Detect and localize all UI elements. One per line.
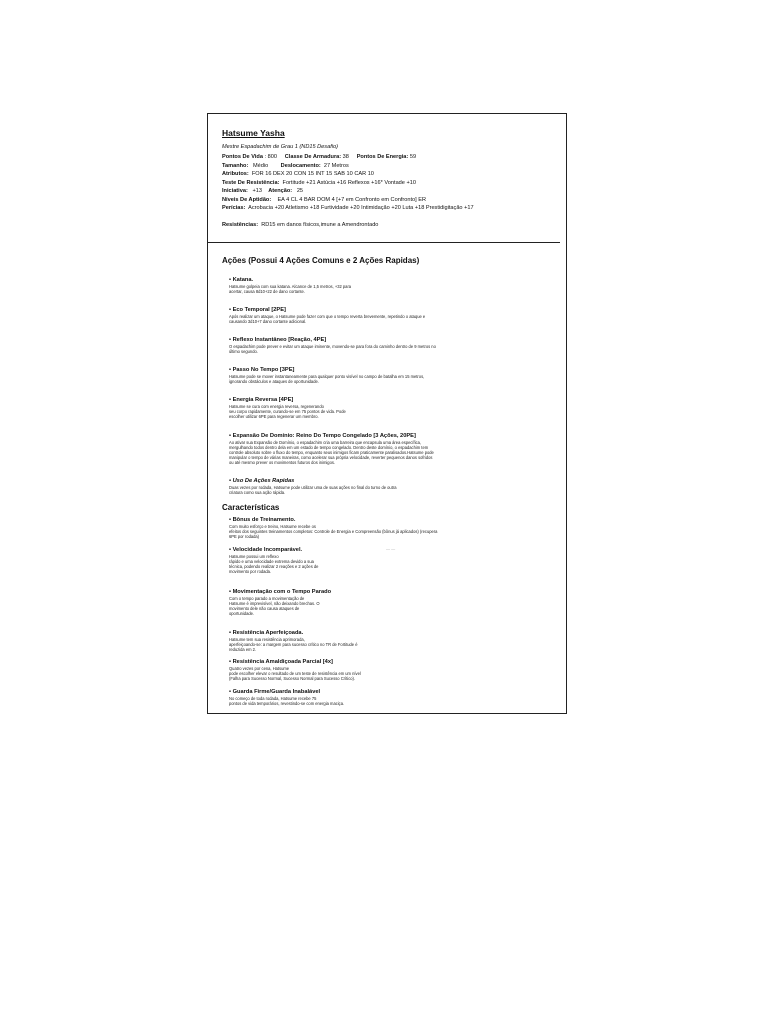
attr-value: FOR 16 DEX 20 CON 15 INT 15 SAB 10 CAR 10 [251, 171, 374, 177]
feature-title: • Bônus de Treinamento. [229, 517, 296, 523]
skills-label: Perícias: [222, 205, 246, 211]
res-label: Resistências: [222, 221, 259, 228]
pe-label: Pontos De Energia: [356, 154, 409, 160]
feature-description: Hatsume tem sua resistência aprimorada, aperfeiçoando-se: a margem para sucesso crítico no TR de Fortitude é reduzida em 2. [229, 637, 358, 652]
size-value: Médio [252, 162, 269, 169]
actions-heading: Ações (Possui 4 Ações Comuns e 2 Ações Rapidas) [222, 256, 420, 265]
stat-line-size [222, 162, 556, 171]
skills-value: Acrobacia +20 Atletismo +18 Furtividade +20 Intimidação +20 Luta +18 Prestidigitação +17 [248, 205, 474, 211]
action-item [229, 367, 554, 385]
stat-line-initiative [222, 187, 556, 196]
ca-value: 38 [342, 154, 349, 160]
move-value: 27 Metros [323, 162, 349, 169]
stat-line-vitals [222, 153, 556, 162]
pv-label: Pontos De Vida [222, 154, 263, 160]
action-item [229, 433, 554, 466]
creature-name: Hatsume Yasha [222, 128, 285, 138]
action-item [229, 397, 554, 420]
feature-item [229, 630, 554, 653]
feature-item [229, 659, 554, 682]
ca-label: Classe De Armadura: [284, 154, 342, 160]
stat-line-attributes [222, 170, 556, 179]
pv-value: : 800 [264, 154, 277, 160]
feature-title: • Resistência Aperfeiçoada. [229, 630, 304, 636]
save-value: Fortitude +21 Astúcia +16 Reflexos +16* Vontade +10 [282, 179, 416, 186]
action-title: • Expansão De Domínio: Reino Do Tempo Congelado [3 Ações, 20PE] [229, 433, 416, 439]
action-item [229, 277, 554, 295]
stat-line-skills [222, 204, 556, 213]
action-title: • Uso De Ações Rapidas [229, 478, 295, 484]
attr-label: Atributos: [222, 171, 249, 177]
action-title: • Katana. [229, 277, 254, 283]
action-description: Hatsume golpeia com sua katana. Alcance de 1,5 metros, +32 para acertar, causa 8d10+22 de dano cortante. [229, 284, 352, 294]
creature-subtitle: Mestre Espadachim de Grau 1 (ND15 Desafio) [222, 144, 338, 150]
stat-line-resistances [222, 221, 556, 230]
feature-description: No começo de toda rodada, Hatsume recebe 75 pontos de vida temporários, revestindo-se com energia maciça. [229, 696, 345, 706]
feature-description: Hatsume possui um reflexo rápido e uma velocidade extrema devido a sua técnica, podendo realizar 2 reações e 2 ações de movimento por rodada. [229, 554, 319, 574]
init-label: Iniciativa: [222, 188, 248, 194]
action-item [229, 337, 554, 355]
aptitude-label: Níveis De Aptidão: [222, 196, 272, 203]
move-label: Deslocamento: [280, 162, 321, 169]
action-title: • Passo No Tempo [3PE] [229, 367, 295, 373]
stat-block-page [207, 113, 567, 714]
feature-item [229, 689, 554, 707]
size-label: Tamanho: [222, 162, 249, 169]
attention-value: 25 [296, 188, 304, 194]
attention-label: Atenção: [268, 188, 293, 194]
feature-description: Quatro vezes por cena, Hatsume pode escolher elevar o resultado de um teste de resistência em um nível (Falha para Sucesso Normal, Sucesso Normal para Sucesso Crítico). [229, 666, 361, 681]
action-title: • Reflexo Instantâneo [Reação, 4PE] [229, 337, 327, 343]
features-heading: Características [222, 503, 280, 512]
feature-title: • Movimentação com o Tempo Parado [229, 589, 332, 595]
action-description: Hatsume se cura com energia reversa, regenerando seu corpo rapidamente, curando-se em 75 pontos de vida. Pode escolher utilizar 6PE para regenerar um membro. [229, 404, 346, 419]
feature-description: Com muito esforço e treino, Hatsume recebe os efeitos dos seguintes treinamentos completos: Controle de Energia e Compreensão (bônus já aplicados) (recupera 6PE por rodada) [229, 524, 438, 539]
action-description: Após realizar um ataque, o Hatsume pode fazer com que o tempo reverta brevemente, repetindo o ataque e causando 3d10+7 dano cortante adicional. [229, 314, 426, 324]
section-divider [208, 242, 560, 243]
aptitude-value: EA 4 CL 4 BAR DOM 4 [+7 em Confronto em Confronto] ER [277, 196, 426, 203]
feature-item [229, 547, 554, 575]
init-value: +13 [252, 188, 262, 194]
action-description: O espadachim pode prever e evitar um ataque iminente, movendo-se para fora do caminho dentro de 9 metros no último segundo. [229, 344, 436, 354]
feature-title: • Guarda Firme/Guarda Inabalável [229, 689, 321, 695]
page-marker: — — [386, 546, 396, 551]
feature-description: Com o tempo parado a movimentação de Hatsume é imprevisível, não deixando brechas. O movimento dele não causa ataques de oportunidade. [229, 596, 320, 616]
pe-value: 59 [409, 154, 417, 160]
action-description: Ao ativar sua Expansão de Domínio, o espadachim cria uma barreira que encapsula uma área específica, mergulhando todos dentro dela em um estado de tempo congelado. Dentro deste domínio, o espadachim tem controle absoluto sobre o fluxo do tempo, enquanto seus inimigos ficam praticamente paralisados.Hatsume pode manipular o tempo de várias maneiras, como acelerar sua própria velocidade, reverter pequenos danos sofridos ou até mesmo prever os movimentos futuros dos inimigos. [229, 440, 434, 465]
action-description: Hatsume pode se mover instantaneamente para qualquer ponto visível no campo de batalha em 15 metros, ignorando obstáculos e ataques de oportunidade. [229, 374, 425, 384]
action-title: • Eco Temporal [2PE] [229, 307, 286, 313]
stat-line-aptitude [222, 196, 556, 205]
action-item [229, 478, 554, 496]
res-value: RD15 em danos físicos,imune a Amendrontado [261, 221, 379, 228]
feature-title: • Velocidade Incomparável. [229, 547, 303, 553]
action-description: Duas vezes por rodada, Hatsume pode utilizar uma de suas ações no final do turno de outra criatura como sua ação rápida. [229, 485, 397, 495]
stat-header [222, 128, 556, 229]
feature-title: • Resistência Amaldiçoada Parcial [4x] [229, 659, 333, 665]
stat-line-saves [222, 179, 556, 188]
save-label: Teste De Resistência: [222, 179, 280, 186]
action-item [229, 307, 554, 325]
feature-item [229, 517, 554, 540]
feature-item [229, 589, 554, 617]
action-title: • Energia Reversa [4PE] [229, 397, 294, 403]
